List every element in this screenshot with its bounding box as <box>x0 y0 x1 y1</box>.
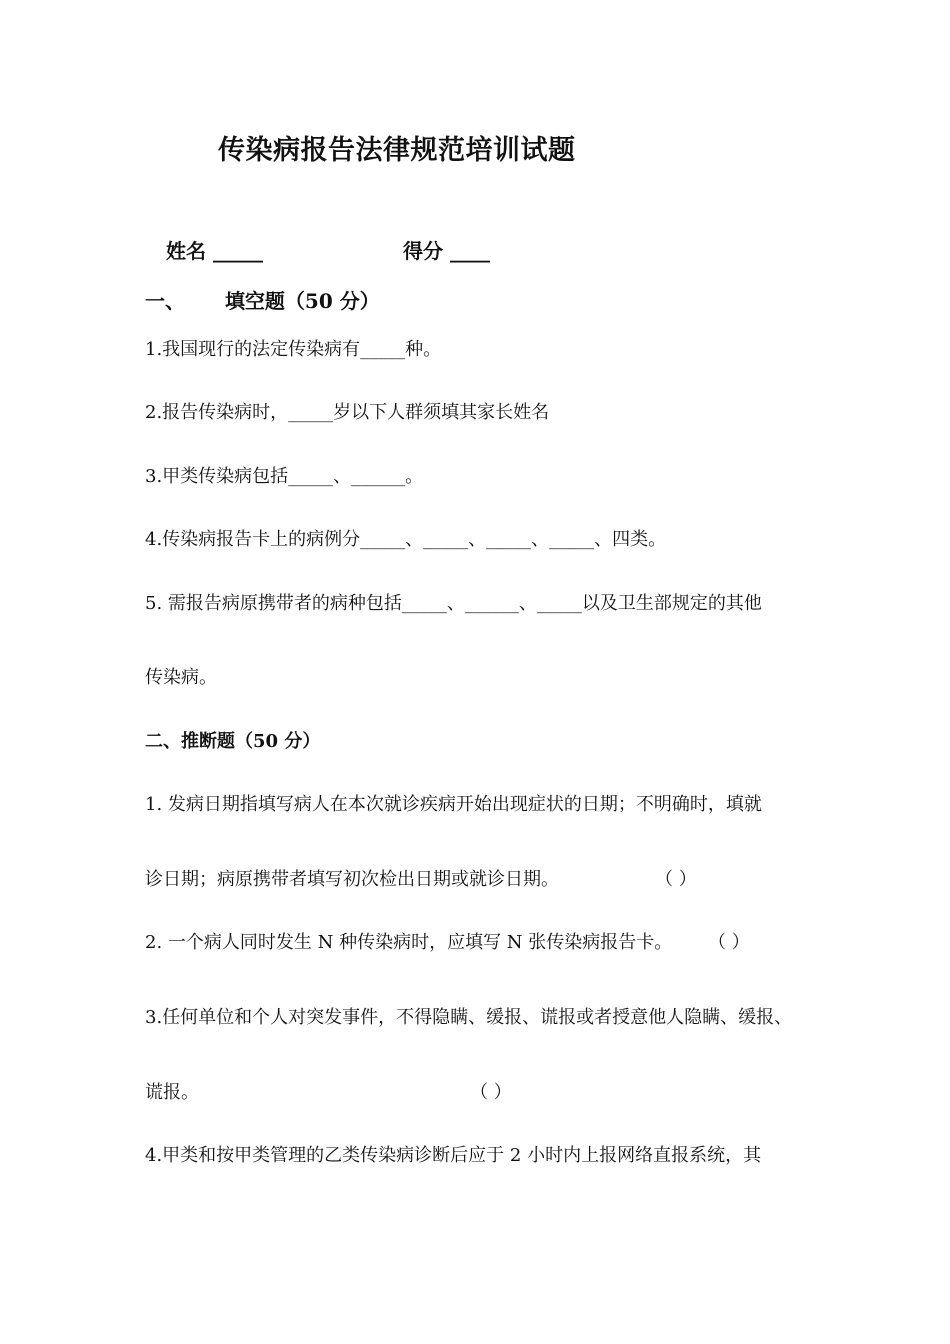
section1-heading-text: 填空题（50 分） <box>224 289 380 313</box>
fill-question-3: 3.甲类传染病包括_____、______。 <box>145 466 424 487</box>
judge-question-1-line1: 1. 发病日期指填写病人在本次就诊疾病开始出现症状的日期；不明确时，填就 <box>145 794 762 815</box>
fill-question-5-line1: 5. 需报告病原携带者的病种包括_____、______、_____以及卫生部规定的其他 <box>145 593 762 614</box>
fill-question-1: 1.我国现行的法定传染病有_____种。 <box>145 339 442 360</box>
judge-question-3-line1: 3.任何单位和个人对突发事件，不得隐瞒、缓报、谎报或者授意他人隐瞒、缓报、 <box>145 1007 793 1028</box>
judge-question-4-line1: 4.甲类和按甲类管理的乙类传染病诊断后应于 2 小时内上报网络直报系统，其 <box>145 1145 762 1166</box>
name-field-label: 姓名 _____ <box>166 239 263 263</box>
page-title: 传染病报告法律规范培训试题 <box>218 135 576 166</box>
judge-question-1-line2: 诊日期；病原携带者填写初次检出日期或就诊日期。 <box>145 869 559 890</box>
section1-heading-number: 一、 <box>145 289 185 313</box>
judge-question-2-answer-paren: （ ） <box>708 932 750 953</box>
judge-question-3-answer-paren: （ ） <box>470 1082 512 1103</box>
judge-question-3-line2: 谎报。 <box>145 1082 199 1103</box>
judge-question-1-answer-paren: （ ） <box>655 869 697 890</box>
fill-question-5-line2: 传染病。 <box>145 667 217 688</box>
section2-heading: 二、推断题（50 分） <box>145 731 321 752</box>
fill-question-2: 2.报告传染病时，_____岁以下人群须填其家长姓名 <box>145 402 550 423</box>
fill-question-4: 4.传染病报告卡上的病例分_____、_____、_____、_____、四类。 <box>145 529 667 550</box>
section1-heading <box>145 288 380 314</box>
score-field-label: 得分 ____ <box>403 239 490 263</box>
judge-question-2: 2. 一个病人同时发生 N 种传染病时，应填写 N 张传染病报告卡。 <box>145 932 673 953</box>
